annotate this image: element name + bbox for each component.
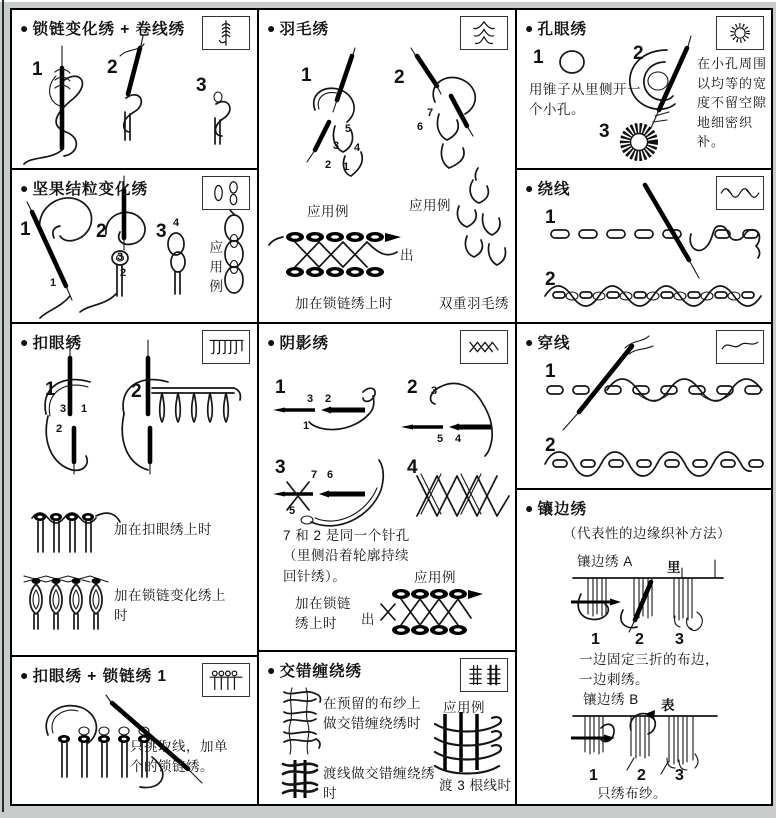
figure-number: 2 [96, 221, 107, 242]
buttonhole-comb-icon [204, 332, 248, 362]
nut-knot-fig1 [27, 198, 92, 318]
bullet-icon: ● [20, 667, 30, 683]
note: 7 和 2 是同一个针孔（里侧沿着轮廓持续回针绣）。 [283, 528, 410, 584]
step-number: 1 [343, 161, 350, 173]
caption: 渡 3 根线时 [439, 778, 512, 793]
step-number: 6 [417, 121, 424, 133]
nut-knot-application-chain [225, 200, 243, 293]
figure-number: 2 [131, 381, 142, 402]
eyelet-fig3 [625, 128, 653, 156]
caption: 在预留的布纱上做交错缠绕绣时 [323, 696, 421, 732]
step-number: 4 [354, 142, 361, 154]
figure-number: 2 [545, 269, 556, 290]
panel-title [20, 17, 185, 39]
application-label: 应用例 [207, 240, 223, 299]
step-number: 2 [120, 267, 127, 279]
feather-diagram [259, 10, 515, 322]
panel-shadow [257, 322, 517, 652]
stitch-symbol-box [202, 663, 250, 697]
step-number: 6 [327, 469, 334, 481]
feather-fig2 [411, 48, 475, 168]
panel-threading [515, 322, 773, 490]
panel-edging [515, 488, 773, 806]
figure-number: 1 [20, 219, 31, 240]
double-knot-icon [204, 178, 248, 208]
panel-nut-knot [10, 168, 259, 324]
application-label: 应用例 [409, 198, 451, 213]
panel-buttonhole [10, 322, 259, 657]
caption: 一边固定三折的布边，一边刺绣。 [579, 652, 719, 688]
loop-comb-icon [204, 665, 248, 695]
step-number: 2 [325, 159, 332, 171]
panel-title-text: 交错缠绕绣 [279, 663, 362, 680]
feather-branches-icon [462, 18, 506, 48]
front-side-label: 表 [661, 698, 675, 713]
nut-knot-fig3 [168, 233, 185, 294]
panel-winding [515, 168, 773, 324]
shadow-fig4 [417, 474, 509, 516]
interlaced-bars-icon [462, 660, 506, 690]
panel-feather [257, 8, 517, 324]
caption: 双重羽毛绣 [439, 296, 509, 311]
panel-title [20, 664, 167, 686]
double-feather-application [457, 168, 505, 265]
step-number: 3 [333, 140, 340, 152]
step-number: 7 [311, 469, 318, 481]
stitch-symbol-box [460, 658, 508, 692]
figure-number: 2 [407, 377, 418, 398]
step-number: 2 [56, 423, 63, 435]
panel-buttonhole-chain [10, 655, 259, 806]
bullet-icon: ● [525, 20, 535, 36]
back-side-label: 里 [667, 560, 681, 575]
stitch-symbol-box [460, 330, 508, 364]
panel-title [267, 331, 329, 353]
bullet-icon: ● [525, 334, 535, 350]
panel-title [20, 177, 148, 199]
step-number: 1 [81, 403, 88, 415]
bullion-coil-icon [204, 18, 248, 48]
cross-xxx-icon [462, 332, 506, 362]
panel-title [525, 331, 570, 353]
bullet-icon: ● [20, 20, 30, 36]
interlaced-on-threads [284, 688, 321, 754]
feather-application-chain [269, 232, 401, 277]
step-number: 4 [455, 433, 462, 445]
figure-number: 3 [196, 75, 207, 96]
buttonhole-application2 [24, 576, 108, 629]
variant-label: 镶边绣 A [577, 554, 633, 569]
caption: 加在锁链变化绣上时 [114, 588, 226, 624]
figure-number: 1 [32, 59, 43, 80]
panel-title [525, 17, 587, 39]
winding-fig2 [545, 286, 761, 306]
stitch-symbol-box [202, 330, 250, 364]
step-number: 2 [325, 393, 332, 405]
feather-fig1 [307, 48, 362, 176]
panel-title-text: 镶边绣 [537, 501, 587, 518]
panel-title [267, 659, 362, 681]
figure-number: 1 [275, 377, 286, 398]
subtitle: （代表性的边缘织补方法） [563, 526, 731, 541]
application-label: 应用例 [414, 570, 456, 585]
bullet-icon: ● [267, 334, 277, 350]
step-number: 3 [431, 385, 438, 397]
step-number: 3 [60, 403, 67, 415]
figure-number: 3 [599, 121, 610, 142]
step-number: 2 [635, 631, 644, 648]
application-label: 应用例 [307, 204, 349, 219]
bullet-icon: ● [525, 500, 535, 516]
application-label: 应用例 [443, 700, 485, 715]
step-number: 1 [591, 631, 600, 648]
step-number: 1 [50, 277, 57, 289]
interlaced-application [435, 712, 501, 774]
page-edge-top [0, 0, 780, 2]
stitch-symbol-box [716, 16, 764, 50]
stitch-symbol-box [716, 330, 764, 364]
wavy-line-icon [718, 178, 762, 208]
stitch-symbol-box [460, 16, 508, 50]
figure-number: 2 [394, 67, 405, 88]
figure-number: 1 [545, 207, 556, 228]
page-edge-right [776, 0, 780, 818]
panel-title-text: 阴影绣 [279, 335, 329, 352]
note: 用锥子从里侧开一个小孔。 [529, 82, 641, 118]
figure-number: 4 [407, 457, 418, 478]
caption: 只绣布纱。 [597, 786, 667, 801]
caption: 渡线做交错缠绕绣时 [323, 766, 435, 802]
panel-chain-variation [10, 8, 259, 170]
figure-number: 1 [533, 47, 544, 68]
panel-title-text: 扣眼绣 + 锁链绣 1 [32, 668, 168, 685]
threading-fig2 [545, 452, 763, 476]
note: 在小孔周围以均等的宽度不留空隙地细密织补。 [697, 56, 768, 149]
step-number: 4 [173, 217, 180, 229]
step-number: 3 [675, 767, 684, 784]
bullet-icon: ● [20, 334, 30, 350]
panel-title-text: 羽毛绣 [279, 21, 329, 38]
stitch-symbol-box [202, 176, 250, 210]
step-number: 2 [637, 767, 646, 784]
caption: 只挑取线，加单个的锁链绣。 [130, 739, 228, 775]
step-number: 1 [303, 420, 310, 432]
panel-eyelet [515, 8, 773, 170]
panel-title [525, 177, 570, 199]
panel-title-text: 坚果结粒变化绣 [32, 181, 148, 198]
out-label: 出 [361, 612, 375, 627]
panel-title [525, 497, 587, 519]
figure-number: 2 [107, 57, 118, 78]
stitch-symbol-box [716, 176, 764, 210]
bullet-icon: ● [267, 662, 277, 678]
bullet-icon: ● [267, 20, 277, 36]
step-number: 3 [675, 631, 684, 648]
out-label: 出 [400, 248, 414, 263]
variant-label: 镶边绣 B [583, 692, 639, 707]
figure-number: 1 [301, 65, 312, 86]
step-number: 5 [345, 123, 352, 135]
figure-number: 3 [156, 221, 167, 242]
step-number: 5 [437, 433, 444, 445]
panel-title-text: 扣眼绣 [32, 335, 82, 352]
panel-title-text: 孔眼绣 [537, 21, 587, 38]
chain-variation-fig2 [120, 36, 144, 140]
panel-title-text: 锁链变化绣 + 卷线绣 [32, 21, 186, 38]
step-number: 3 [307, 393, 314, 405]
stitch-symbol-box [202, 16, 250, 50]
figure-number: 3 [275, 457, 286, 478]
eyelet-fig1 [560, 51, 584, 73]
step-number: 1 [589, 767, 598, 784]
chain-variation-fig3 [214, 92, 230, 144]
caption: 加在锁链绣上时 [295, 296, 393, 311]
caption: 加在扣眼绣上时 [114, 522, 212, 537]
figure-number: 2 [545, 435, 556, 456]
step-number: 3 [117, 251, 124, 263]
figure-number: 2 [633, 43, 644, 64]
bullet-icon: ● [525, 180, 535, 196]
edging-variant-b-art [571, 710, 717, 774]
panel-title-text: 穿线 [537, 335, 571, 352]
panel-title [267, 17, 329, 39]
caption: 加在锁链绣上时 [295, 596, 351, 632]
panel-title-text: 绕线 [537, 181, 571, 198]
panel-title [20, 331, 82, 353]
step-number: 5 [289, 505, 296, 517]
shadow-application [381, 589, 483, 635]
figure-number: 1 [545, 361, 556, 382]
buttonhole-application1 [32, 513, 120, 552]
eyelet-sun-icon [718, 18, 762, 48]
s-curve-icon [718, 332, 762, 362]
step-number: 7 [427, 107, 434, 119]
interlaced-on-carried-threads [283, 760, 317, 798]
figure-number: 1 [45, 379, 56, 400]
bullet-icon: ● [20, 180, 30, 196]
panel-interlaced [257, 650, 517, 806]
page-binding-line [2, 0, 4, 812]
